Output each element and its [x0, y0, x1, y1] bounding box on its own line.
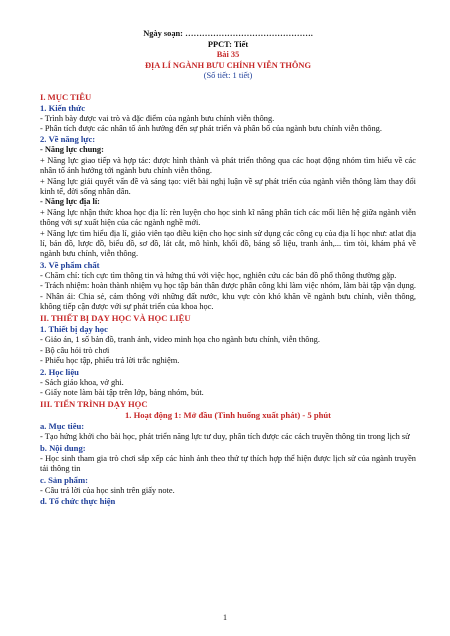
paragraph: - Học sinh tham gia trò chơi sắp xếp các hình ảnh theo thứ tự thích hợp thể hiện được lịch sử của ngành truyền tải thông tin: [40, 453, 416, 474]
paragraph: - Chăm chỉ: tích cực tìm thông tin và hứng thú với việc học, nghiên cứu các bản đồ phổ thông thường gặp.: [40, 270, 397, 280]
paragraph: - Sách giáo khoa, vở ghi.: [40, 377, 124, 387]
subheading: 1. Thiết bị dạy học: [40, 324, 108, 335]
section-objectives: [40, 92, 416, 313]
subheading: c. Sản phẩm:: [40, 474, 88, 485]
paragraph: + Năng lực nhận thức khoa học địa lí: rèn luyện cho học sinh kĩ năng phân tích các mối liên hệ giữa ngành viễn thông với sự xuất hiện của các ngành nghề mới.: [40, 207, 416, 228]
lesson-title: ĐỊA LÍ NGÀNH BƯU CHÍNH VIỄN THÔNG: [145, 60, 311, 70]
subheading-plain: - Năng lực địa lí:: [40, 197, 100, 207]
subheading: b. Nội dung:: [40, 442, 86, 453]
paragraph: + Năng lực giải quyết vấn đề và sáng tạo: viết bài nghị luận về sự phát triển của ngành viễn thông làm thay đổi kinh tế, đời sống nhân dân.: [40, 176, 416, 196]
activity-heading: 1. Hoạt động 1: Mở đầu (Tình huống xuất phát) - 5 phút: [124, 410, 332, 421]
subheading: 1. Kiến thức: [40, 102, 86, 113]
paragraph: - Bộ câu hỏi trò chơi: [40, 345, 110, 355]
subheading: a. Mục tiêu:: [40, 421, 85, 432]
paragraph: - Tạo hứng khởi cho bài học, phát triển năng lực tư duy, phân tích được các cách truyền thông tin trong lịch sử: [40, 432, 410, 442]
subheading: 3. Về phẩm chất: [40, 259, 100, 270]
paragraph: + Năng lực tìm hiểu địa lí, giáo viên tạo điều kiện cho học sinh sử dụng các công cụ của địa lí học như: atlat địa lí, bản đồ, lược đồ, biểu đồ, sơ đồ, lát cắt, mô hình, khối đồ, bảng số liệu, tranh ảnh,... tìm tòi, khám phá về ngành bưu chính, viễn thông.: [40, 228, 416, 259]
lesson-number: Bài 35: [216, 50, 240, 59]
date-line: Ngày soạn: ……………………………………….: [143, 29, 313, 38]
section-process: [40, 399, 416, 507]
subheading: 2. Về năng lực:: [40, 134, 96, 145]
paragraph: - Giáo án, 1 số bản đồ, tranh ảnh, video minh họa cho ngành bưu chính, viễn thông.: [40, 335, 320, 345]
subheading: 2. Học liệu: [40, 366, 79, 377]
paragraph: + Năng lực giao tiếp và hợp tác: được hình thành và phát triển thông qua các hoạt động nhóm tìm hiểu về các nhân tố ảnh hưởng tới ngành bưu chính viễn thông.: [40, 155, 416, 176]
ppct-line: PPCT: Tiết: [207, 39, 249, 49]
subheading: d. Tổ chức thực hiện: [40, 496, 116, 507]
section-heading: III. TIẾN TRÌNH DẠY HỌC: [40, 399, 148, 410]
paragraph: - Câu trả lời của học sinh trên giấy note.: [40, 485, 175, 495]
page-number: 1: [223, 613, 227, 622]
period-count: (Số tiết: 1 tiết): [203, 71, 253, 80]
section-heading: II. THIẾT BỊ DẠY HỌC VÀ HỌC LIỆU: [40, 313, 191, 324]
paragraph: - Trình bày được vai trò và đặc điểm của ngành bưu chính viễn thông.: [40, 113, 275, 123]
section-equipment: [40, 313, 416, 398]
paragraph: - Phân tích được các nhân tố ảnh hưởng đến sự phát triển và phân bố của ngành bưu chính viễn thông.: [40, 123, 382, 133]
subheading-plain: - Năng lực chung:: [40, 145, 104, 155]
section-heading: I. MỤC TIÊU: [40, 91, 92, 102]
paragraph: - Phiếu học tập, phiếu trả lời trắc nghiệm.: [40, 356, 180, 366]
paragraph: - Nhân ái: Chia sẻ, cảm thông với những đất nước, khu vực còn khó khăn về ngành bưu chính, viễn thông, không tiếp cận được với sự phát triển của khoa học.: [40, 291, 416, 311]
paragraph: - Trách nhiệm: hoàn thành nhiệm vụ học tập bản thân được phân công khi làm việc nhóm, làm bài tập vận dụng.: [40, 281, 416, 291]
paragraph: - Giấy note làm bài tập trên lớp, bảng nhóm, bút.: [40, 388, 204, 398]
